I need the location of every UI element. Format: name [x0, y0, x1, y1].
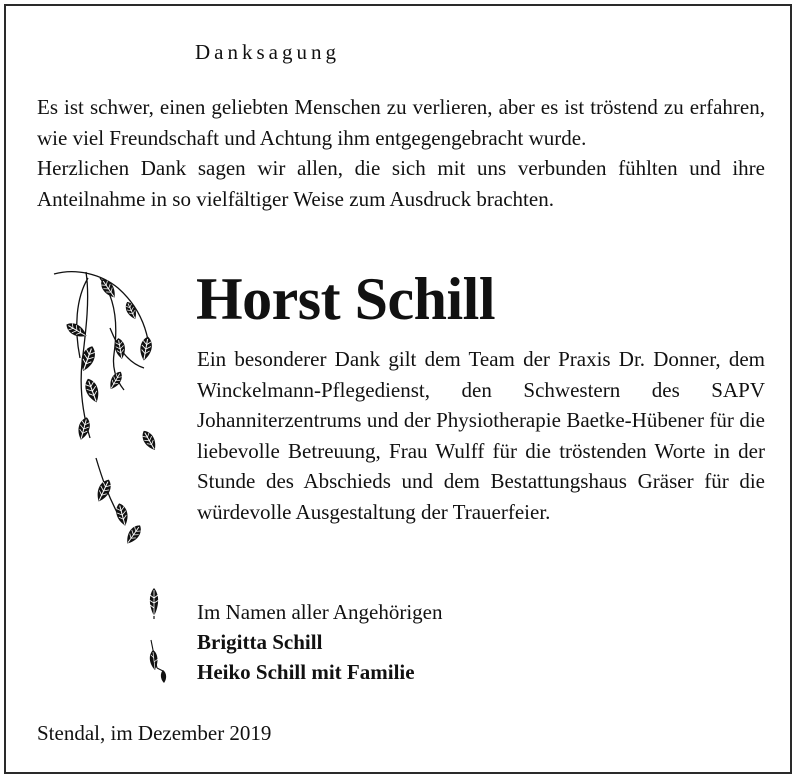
leaf-sprig-icon	[143, 586, 165, 620]
intro-paragraph-1: Es ist schwer, einen geliebten Menschen zu verlieren, aber es ist tröstend zu erfahren, wie viel Freundschaft und Achtung ihm entgegengebracht wurde.	[37, 95, 765, 150]
special-thanks-text: Ein besonderer Dank gilt dem Team der Praxis Dr. Donner, dem Winckelmann-Pflegedienst, den Schwestern des SAPV Johanniterzentrums und der Physiotherapie Baetke-Hübener für die liebevolle Betreuung, Frau Wulff für die tröstenden Worte in der Stunde des Abschieds und dem Bestattungshaus Gräser für die würdevolle Ausgestaltung der Trauerfeier.	[197, 347, 765, 524]
birch-branch-icon	[46, 268, 166, 553]
intro-text	[37, 92, 765, 214]
signature-block	[197, 597, 443, 687]
signatory-name: Brigitta Schill	[197, 630, 323, 654]
place-date: Stendal, im Dezember 2019	[37, 721, 272, 745]
deceased-name: Horst Schill	[196, 266, 496, 332]
notice-heading: Danksagung	[195, 40, 340, 64]
signatory-name: Heiko Schill mit Familie	[197, 660, 415, 684]
obituary-card	[4, 4, 792, 774]
leaf-sprig-icon	[143, 638, 173, 686]
intro-paragraph-2: Herzlichen Dank sagen wir allen, die sich mit uns verbunden fühlten und ihre Anteilnahme in so vielfältiger Weise zum Ausdruck brachten.	[37, 156, 765, 211]
signature-intro: Im Namen aller Angehörigen	[197, 600, 443, 624]
